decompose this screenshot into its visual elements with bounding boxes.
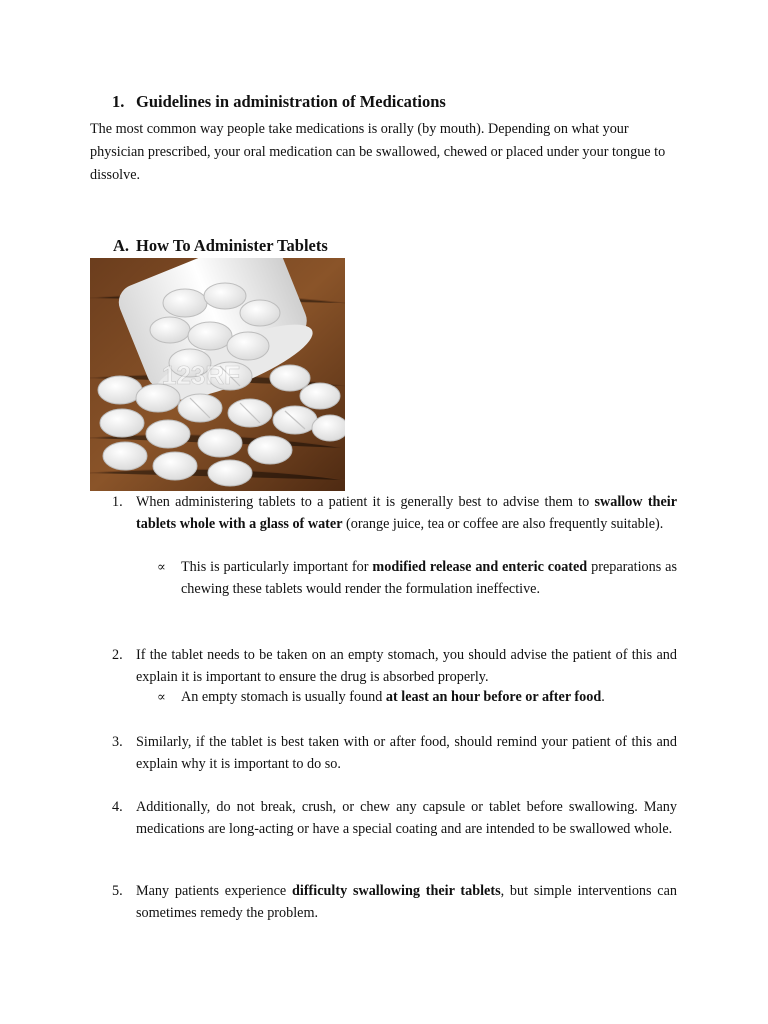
text-run: An empty stomach is usually found (181, 689, 386, 705)
list-item-text (136, 644, 677, 688)
text-run: preparations as chewing these tablets would render the formulation ineffective. (181, 559, 677, 597)
list-item-number: 4. (112, 799, 123, 815)
section-heading (112, 92, 446, 112)
subsection-heading (113, 236, 328, 256)
list-item-text (136, 796, 677, 840)
text-run: , but simple interventions can sometimes remedy the problem. (136, 883, 677, 921)
text-run: Similarly, if the tablet is best taken with or after food, should remind your patient of this and explain why it is important to do so. (136, 734, 677, 772)
text-run: Many patients experience (136, 883, 292, 899)
emphasis-text: modified release and enteric coated (372, 559, 588, 575)
list-item-number: 3. (112, 734, 123, 750)
subsection-letter: A. (113, 236, 130, 255)
list-item-number: 5. (112, 883, 123, 899)
text-run: Additionally, do not break, crush, or chew any capsule or tablet before swallowing. Many medications are long-acting or have a special coating and are intended to be swallowed whole. (136, 799, 677, 837)
bullet-icon: ∝ (157, 689, 166, 704)
sub-bullet-text (181, 686, 677, 708)
text-run: This is particularly important for (181, 559, 373, 575)
section-number: 1. (112, 92, 125, 111)
intro-paragraph: The most common way people take medications is orally (by mouth). Depending on what your physician prescribed, your oral medication can be swallowed, chewed or placed under your tongue to dissolve. (90, 121, 666, 183)
tablets-photo (90, 258, 345, 491)
subsection-title: How To Administer Tablets (136, 236, 328, 255)
list-item-number: 1. (112, 494, 123, 510)
list-item-number: 2. (112, 647, 123, 663)
text-run: If the tablet needs to be taken on an empty stomach, you should advise the patient of this and explain it is important to ensure the drug is absorbed properly. (136, 647, 677, 685)
text-run: (orange juice, tea or coffee are also frequently suitable). (342, 516, 664, 532)
photo-watermark: 123RF (162, 360, 241, 390)
emphasis-text: swallow their tablets whole with a glass of water (136, 494, 677, 532)
emphasis-text: at least an hour before or after food (385, 689, 602, 705)
emphasis-text: difficulty swallowing their tablets (292, 883, 501, 899)
text-run: . (601, 689, 605, 705)
sub-bullet-text (181, 556, 677, 600)
list-item-text (136, 731, 677, 775)
list-item-text (136, 491, 677, 535)
text-run: When administering tablets to a patient it is generally best to advise them to (136, 494, 595, 510)
bullet-icon: ∝ (157, 559, 166, 574)
list-item-text (136, 880, 677, 924)
section-title: Guidelines in administration of Medications (136, 92, 446, 111)
